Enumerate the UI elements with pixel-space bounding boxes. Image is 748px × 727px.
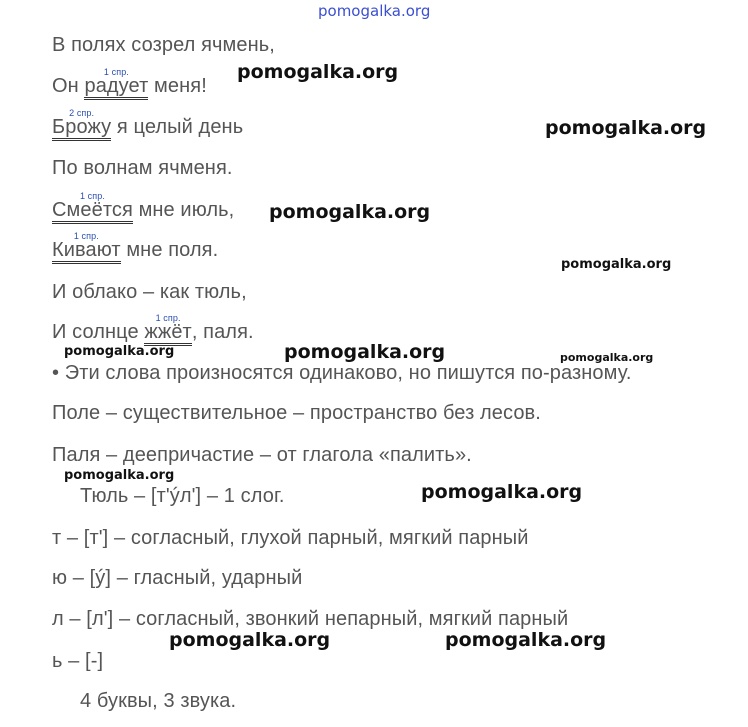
watermark: pomogalka.org bbox=[169, 629, 331, 651]
watermark: pomogalka.org bbox=[421, 481, 583, 503]
verb-raduet bbox=[84, 67, 149, 100]
analysis-t: т – [т'] – согласный, глухой парный, мягкий парный bbox=[52, 527, 529, 549]
watermark: pomogalka.org bbox=[561, 257, 672, 272]
analysis-header: Тюль – [т'ýл'] – 1 слог. bbox=[80, 485, 285, 507]
watermark: pomogalka.org bbox=[545, 117, 707, 139]
poem-line-2 bbox=[52, 67, 207, 100]
analysis-soft-sign: ь – [-] bbox=[52, 650, 104, 672]
verb-brozhu bbox=[52, 108, 112, 141]
note-bullet: • Эти слова произносятся одинаково, но пишутся по-разному. bbox=[52, 362, 632, 384]
conjugation-label: 1 спр. bbox=[155, 313, 181, 323]
watermark: pomogalka.org bbox=[269, 201, 431, 223]
verb-kivayut bbox=[52, 231, 121, 264]
poem-line-8-end: , паля. bbox=[191, 321, 254, 343]
poem-line-8 bbox=[52, 313, 254, 346]
analysis-summary: 4 буквы, 3 звука. bbox=[80, 690, 237, 712]
verb-text: Кивают bbox=[52, 239, 121, 261]
verb-zhzhyot bbox=[144, 313, 192, 346]
poem-line-2-end: меня! bbox=[148, 75, 207, 97]
poem-line-4: По волнам ячменя. bbox=[52, 157, 233, 179]
conjugation-label: 1 спр. bbox=[73, 231, 99, 241]
verb-text: радует bbox=[84, 75, 149, 97]
verb-text: Смеётся bbox=[52, 199, 133, 221]
verb-smeyotsya bbox=[52, 191, 133, 224]
analysis-yu: ю – [ý] – гласный, ударный bbox=[52, 567, 303, 589]
poem-line-1: В полях созрел ячмень, bbox=[52, 34, 275, 56]
watermark: pomogalka.org bbox=[237, 61, 399, 83]
poem-line-5 bbox=[52, 191, 235, 224]
poem-line-5-end: мне июль, bbox=[132, 199, 235, 221]
watermark-top: pomogalka.org bbox=[318, 2, 431, 20]
poem-line-6-end: мне поля. bbox=[120, 239, 219, 261]
watermark: pomogalka.org bbox=[284, 341, 446, 363]
poem-line-7: И облако – как тюль, bbox=[52, 281, 247, 303]
note-palya: Паля – деепричастие – от глагола «палить». bbox=[52, 444, 472, 466]
conjugation-label: 2 спр. bbox=[69, 108, 95, 118]
watermark: pomogalka.org bbox=[560, 351, 654, 364]
poem-line-8-start: И солнце bbox=[52, 321, 145, 343]
analysis-l: л – [л'] – согласный, звонкий непарный, мягкий парный bbox=[52, 608, 569, 630]
poem-line-6 bbox=[52, 231, 219, 264]
conjugation-label: 1 спр. bbox=[79, 191, 105, 201]
poem-line-3-end: я целый день bbox=[111, 116, 244, 138]
verb-text: жжёт bbox=[144, 321, 192, 343]
poem-line-2-start: Он bbox=[52, 75, 85, 97]
watermark: pomogalka.org bbox=[64, 344, 175, 359]
verb-text: Брожу bbox=[52, 116, 112, 138]
note-pole: Поле – существительное – пространство без лесов. bbox=[52, 402, 541, 424]
conjugation-label: 1 спр. bbox=[103, 67, 129, 77]
poem-line-3 bbox=[52, 108, 244, 141]
watermark: pomogalka.org bbox=[64, 468, 175, 483]
watermark: pomogalka.org bbox=[445, 629, 607, 651]
